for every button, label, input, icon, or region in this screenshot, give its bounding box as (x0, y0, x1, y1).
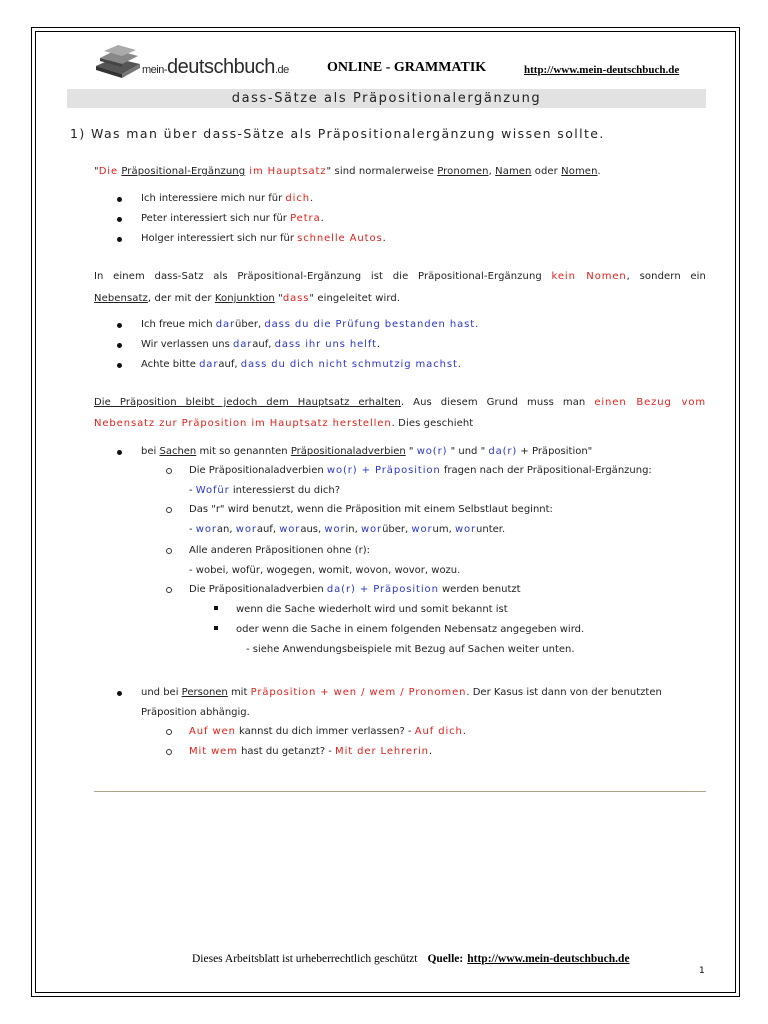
logo (94, 42, 324, 82)
sub-item: Die Präpositionaladverbien wo(r) + Präposition fragen nach der Präpositional-Ergänzung: (189, 465, 652, 476)
circle-bullet-icon (166, 507, 172, 513)
bullet-icon (117, 237, 122, 242)
footer-url-link[interactable]: http://www.mein-deutschbuch.de (467, 953, 630, 965)
sub-item: Die Präpositionaladverbien da(r) + Präposition werden benutzt (189, 584, 521, 595)
sub-item-example: - woran, worauf, woraus, worin, worüber, worum, worunter. (189, 524, 506, 535)
sub-item-example: Mit wem hast du getanzt? - Mit der Lehrerin. (189, 746, 433, 757)
square-bullet-icon (214, 626, 218, 630)
paragraph-2-line-2: Nebensatz, der mit der Konjunktion "dass" eingeleitet wird. (94, 293, 401, 304)
list-item-personen: und bei Personen mit Präposition + wen / wem / Pronomen. Der Kasus ist dann von der benutzten (141, 687, 662, 698)
document-title: dass-Sätze als Präpositionalergänzung (67, 89, 706, 108)
section-heading: 1) Was man über dass-Sätze als Präpositionalergänzung wissen sollte. (70, 126, 605, 141)
list-item: Achte bitte darauf, dass du dich nicht schmutzig machst. (141, 359, 461, 370)
book-icon (94, 44, 142, 80)
sub-sub-item: oder wenn die Sache in einem folgenden Nebensatz angegeben wird. (236, 624, 585, 635)
sub-item: Das "r" wird benutzt, wenn die Präposition mit einem Selbstlaut beginnt: (189, 504, 553, 515)
square-bullet-icon (214, 606, 218, 610)
bullet-icon (117, 217, 122, 222)
bullet-icon (117, 691, 122, 696)
bullet-icon (117, 363, 122, 368)
sub-sub-item: wenn die Sache wiederholt wird und somit bekannt ist (236, 604, 508, 615)
list-item-sachen: bei Sachen mit so genannten Präpositionaladverbien " wo(r) " und " da(r) + Präposition" (141, 446, 593, 457)
paragraph-3-line-2: Nebensatz zur Präposition im Hauptsatz herstellen. Dies geschieht (94, 418, 474, 429)
paragraph-2-line-1: In einem dass-Satz als Präpositional-Ergänzung ist die Präpositional-Ergänzung kein Nomen, sondern ein (94, 271, 706, 282)
bullet-icon (117, 323, 122, 328)
header-url-link[interactable]: http://www.mein-deutschbuch.de (524, 64, 680, 76)
footer: Dieses Arbeitsblatt ist urheberrechtlich geschützt Quelle: http://www.mein-deutschbuch.de (192, 953, 630, 965)
bullet-icon (117, 343, 122, 348)
list-item: Ich interessiere mich nur für dich. (141, 193, 314, 204)
paragraph-1: "Die Präpositional-Ergänzung im Hauptsatz" sind normalerweise Pronomen, Namen oder Nomen. (94, 166, 601, 177)
list-item-personen-line-2: Präposition abhängig. (141, 707, 250, 718)
divider (94, 791, 706, 792)
list-item: Holger interessiert sich nur für schnelle Autos. (141, 233, 386, 244)
paragraph-3-line-1: Die Präposition bleibt jedoch dem Hauptsatz erhalten. Aus diesem Grund muss man einen Bezug vom (94, 397, 706, 408)
page-header (94, 42, 706, 86)
circle-bullet-icon (166, 587, 172, 593)
circle-bullet-icon (166, 749, 172, 755)
list-item: Wir verlassen uns darauf, dass ihr uns helft. (141, 339, 381, 350)
header-title: ONLINE - GRAMMATIK (327, 60, 487, 75)
list-item: Peter interessiert sich nur für Petra. (141, 213, 324, 224)
bullet-icon (117, 197, 122, 202)
page-number: 1 (699, 966, 705, 976)
sub-item-example: - Wofür interessierst du dich? (189, 485, 341, 496)
list-item: Ich freue mich darüber, dass du die Prüfung bestanden hast. (141, 319, 479, 330)
circle-bullet-icon (166, 468, 172, 474)
bullet-icon (117, 450, 122, 455)
sub-item-example: Auf wen kannst du dich immer verlassen? - Auf dich. (189, 726, 466, 737)
sub-item: Alle anderen Präpositionen ohne (r): (189, 545, 371, 556)
sub-item-example: - wobei, wofür, wogegen, womit, wovon, wovor, wozu. (189, 565, 461, 576)
circle-bullet-icon (166, 548, 172, 554)
logo-text: mein-deutschbuch.de (142, 56, 289, 78)
circle-bullet-icon (166, 729, 172, 735)
sub-sub-note: - siehe Anwendungsbeispiele mit Bezug auf Sachen weiter unten. (246, 644, 575, 655)
